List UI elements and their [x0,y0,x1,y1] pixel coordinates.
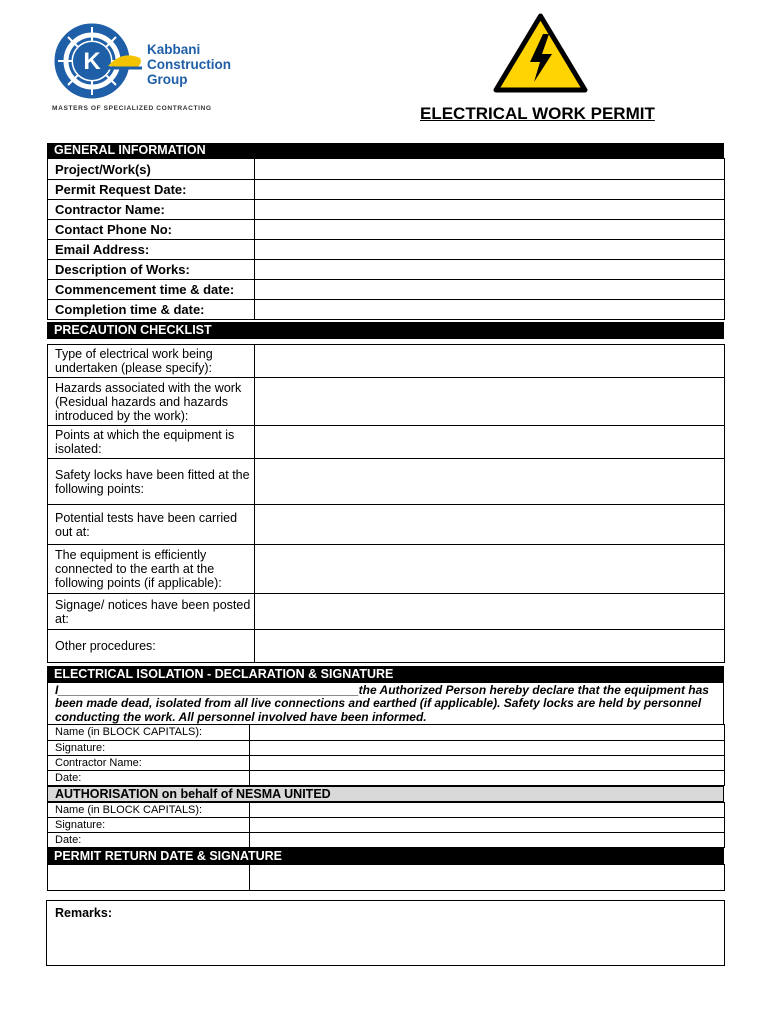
table-row [48,756,725,771]
table-row [48,300,725,320]
checklist-label: Potential tests have been carried out at: [48,505,255,545]
table-row [48,725,725,741]
company-name-line: Construction [147,57,231,72]
field-label: Contractor Name: [48,200,255,220]
signage-notices-field[interactable] [255,594,725,630]
authorisation-date-field[interactable] [250,833,725,848]
declaration-statement: I_____________________________________________the Authorized Person hereby declare that the equipment has been made dead, isolated from all live connections and earthed (if applicable). Safety locks are held by personnel conducting the work. All personnel involved have been informed. [47,682,724,725]
checklist-label: Signage/ notices have been posted at: [48,594,255,630]
table-row [48,803,725,818]
checklist-label: Other procedures: [48,630,255,663]
company-name-line: Group [147,72,188,87]
general-information-heading: GENERAL INFORMATION [47,143,724,158]
table-row [48,180,725,200]
checklist-label: Type of electrical work being undertaken (please specify): [48,345,255,378]
table-row [48,220,725,240]
general-information-table [47,158,725,320]
field-label: Name (in BLOCK CAPITALS): [48,725,250,741]
potential-tests-field[interactable] [255,505,725,545]
table-row [48,594,725,630]
table-row [48,426,725,459]
isolation-date-field[interactable] [250,771,725,786]
table-row [48,159,725,180]
checklist-label: The equipment is efficiently connected to the earth at the following points (if applicable): [48,545,255,594]
electrical-isolation-heading: ELECTRICAL ISOLATION - DECLARATION & SIGNATURE [47,666,724,682]
table-row [48,505,725,545]
isolation-signature-field[interactable] [250,741,725,756]
table-row [48,865,725,891]
document-title: ELECTRICAL WORK PERMIT [420,104,655,123]
permit-return-date-field[interactable] [48,865,250,891]
field-label: Commencement time & date: [48,280,255,300]
table-row [48,545,725,594]
field-label: Description of Works: [48,260,255,280]
checklist-label: Safety locks have been fitted at the following points: [48,459,255,505]
isolation-name-field[interactable] [250,725,725,741]
company-name [147,42,231,87]
table-row [48,833,725,848]
field-label: Completion time & date: [48,300,255,320]
field-label: Date: [48,771,250,786]
high-voltage-warning-icon [492,12,589,94]
table-row [48,240,725,260]
table-row [48,818,725,833]
commencement-time-field[interactable] [255,280,725,300]
field-label: Signature: [48,741,250,756]
contact-phone-field[interactable] [255,220,725,240]
field-label: Signature: [48,818,250,833]
hazards-field[interactable] [255,378,725,426]
authorisation-signature-field[interactable] [250,818,725,833]
authorisation-name-field[interactable] [250,803,725,818]
other-procedures-field[interactable] [255,630,725,663]
electrical-work-type-field[interactable] [255,345,725,378]
svg-text:K: K [83,48,101,75]
table-row [48,345,725,378]
isolation-signature-table [47,724,725,786]
completion-time-field[interactable] [255,300,725,320]
table-row [48,378,725,426]
field-label: Contractor Name: [48,756,250,771]
table-row [48,459,725,505]
company-name-line: Kabbani [147,42,201,57]
safety-locks-field[interactable] [255,459,725,505]
table-row [48,771,725,786]
kabbani-logo-mark [50,22,146,102]
table-row [48,630,725,663]
contractor-name-field[interactable] [255,200,725,220]
earth-connection-field[interactable] [255,545,725,594]
checklist-label: Hazards associated with the work (Residual hazards and hazards introduced by the work): [48,378,255,426]
description-of-works-field[interactable] [255,260,725,280]
email-address-field[interactable] [255,240,725,260]
field-label: Date: [48,833,250,848]
field-label: Email Address: [48,240,255,260]
isolation-points-field[interactable] [255,426,725,459]
permit-request-date-field[interactable] [255,180,725,200]
table-row [48,741,725,756]
table-row [48,200,725,220]
project-works-field[interactable] [255,159,725,180]
field-label: Name (in BLOCK CAPITALS): [48,803,250,818]
authorisation-heading: AUTHORISATION on behalf of NESMA UNITED [47,786,724,802]
checklist-label: Points at which the equipment is isolated: [48,426,255,459]
company-tagline: MASTERS OF SPECIALIZED CONTRACTING [52,105,212,112]
isolation-contractor-field[interactable] [250,756,725,771]
precaution-checklist-table [47,344,725,663]
field-label: Permit Request Date: [48,180,255,200]
company-logo [50,22,250,117]
authorisation-table [47,802,725,848]
precaution-checklist-heading: PRECAUTION CHECKLIST [47,322,724,339]
permit-return-signature-field[interactable] [250,865,725,891]
table-row [48,280,725,300]
remarks-box[interactable] [46,900,725,966]
permit-return-table [47,864,725,891]
permit-return-heading: PERMIT RETURN DATE & SIGNATURE [47,848,724,864]
table-row [48,260,725,280]
field-label: Contact Phone No: [48,220,255,240]
remarks-label: Remarks: [55,906,112,920]
field-label: Project/Work(s) [48,159,255,180]
